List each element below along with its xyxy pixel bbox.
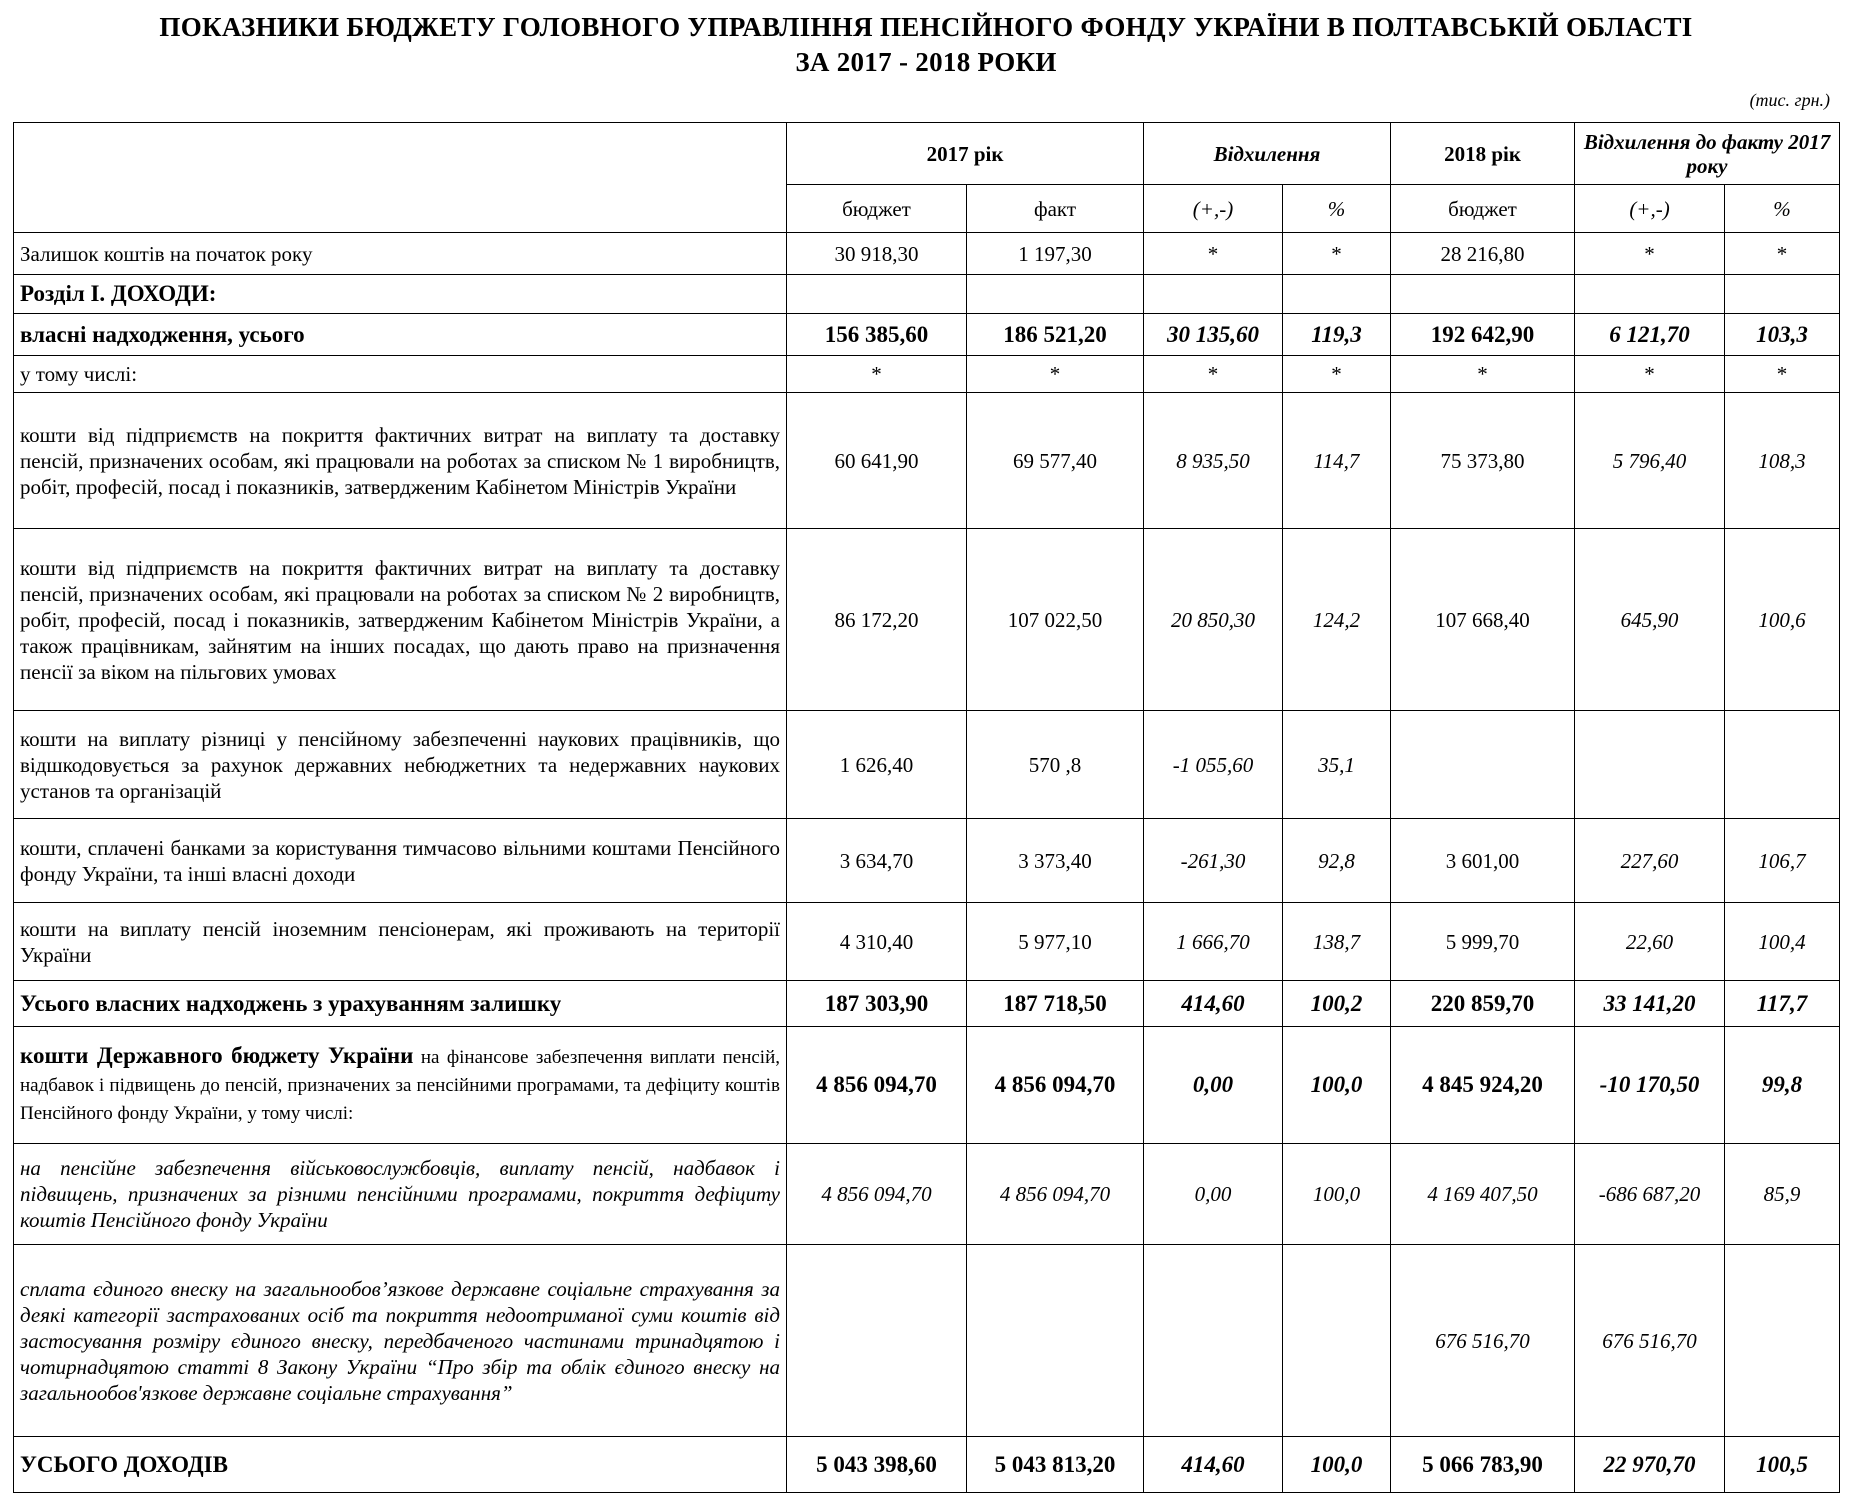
cell-deviation-2: 33 141,20 — [1575, 981, 1725, 1027]
cell-percent-2: 99,8 — [1725, 1027, 1840, 1144]
cell-percent-2: 106,7 — [1725, 819, 1840, 903]
cell-budget-2017: 3 634,70 — [787, 819, 967, 903]
cell-fact-2017: 1 197,30 — [967, 233, 1144, 275]
row-label: власні надходження, усього — [14, 314, 787, 356]
row-label: на пенсійне забезпечення військовослужбовців, виплату пенсій, надбавок і підвищень, призначених за різними пенсійними програмами, покриття дефіциту коштів Пенсійного фонду України — [14, 1144, 787, 1245]
table-row — [14, 903, 1840, 981]
header-budget-2018: бюджет — [1391, 185, 1575, 233]
cell-fact-2017: 69 577,40 — [967, 393, 1144, 529]
row-label: УСЬОГО ДОХОДІВ — [14, 1437, 787, 1493]
cell-fact-2017: 4 856 094,70 — [967, 1144, 1144, 1245]
cell-deviation-2: 22 970,70 — [1575, 1437, 1725, 1493]
cell-budget-2018: 28 216,80 — [1391, 233, 1575, 275]
table-row — [14, 356, 1840, 393]
cell-percent: * — [1283, 233, 1391, 275]
cell-budget-2017: * — [787, 356, 967, 393]
cell-percent-2: 117,7 — [1725, 981, 1840, 1027]
header-2018: 2018 рік — [1391, 123, 1575, 185]
cell-deviation-2: 676 516,70 — [1575, 1245, 1725, 1437]
cell-fact-2017: 4 856 094,70 — [967, 1027, 1144, 1144]
cell-deviation-2: 645,90 — [1575, 529, 1725, 711]
table-row — [14, 233, 1840, 275]
cell-deviation: 0,00 — [1144, 1027, 1283, 1144]
cell-fact-2017: 570 ,8 — [967, 711, 1144, 819]
cell-deviation: 414,60 — [1144, 981, 1283, 1027]
cell-empty — [1391, 275, 1575, 314]
header-blank-cell — [14, 123, 787, 233]
table-row — [14, 1245, 1840, 1437]
table-row — [14, 1144, 1840, 1245]
row-label: кошти на виплату різниці у пенсійному забезпеченні наукових працівників, що відшкодовується за рахунок державних небюджетних та недержавних наукових установ та організацій — [14, 711, 787, 819]
cell-budget-2017: 1 626,40 — [787, 711, 967, 819]
cell-deviation: 1 666,70 — [1144, 903, 1283, 981]
cell-budget-2017: 30 918,30 — [787, 233, 967, 275]
cell-empty — [787, 275, 967, 314]
cell-deviation-2: * — [1575, 356, 1725, 393]
cell-budget-2018: 5 066 783,90 — [1391, 1437, 1575, 1493]
cell-budget-2017 — [787, 1245, 967, 1437]
table-row — [14, 819, 1840, 903]
header-deviation-fact: Відхилення до факту 2017 року — [1575, 123, 1840, 185]
cell-fact-2017 — [967, 1245, 1144, 1437]
row-label-bold: кошти Державного бюджету України — [20, 1043, 414, 1068]
cell-empty — [1725, 275, 1840, 314]
cell-percent-2: 100,6 — [1725, 529, 1840, 711]
row-label — [14, 1027, 787, 1144]
header-percent-2: % — [1725, 185, 1840, 233]
table-row — [14, 393, 1840, 529]
cell-percent-2 — [1725, 1245, 1840, 1437]
cell-budget-2018: 192 642,90 — [1391, 314, 1575, 356]
row-label: Залишок коштів на початок року — [14, 233, 787, 275]
cell-deviation: 20 850,30 — [1144, 529, 1283, 711]
document-title — [0, 10, 1852, 80]
cell-fact-2017: 186 521,20 — [967, 314, 1144, 356]
row-label: сплата єдиного внеску на загальнообов’язкове державне соціальне страхування за деякі категорії застрахованих осіб та покриття недоотриманої суми коштів від застосування розміру єдиного внеску, передбаченого частинами тринадцятою і чотирнадцятою статті 8 Закону України “Про збір та облік єдиного внеску на загальнообов'язкове державне соціальне страхування” — [14, 1245, 787, 1437]
cell-budget-2017: 4 856 094,70 — [787, 1144, 967, 1245]
cell-deviation: * — [1144, 356, 1283, 393]
header-plusminus-2: (+,-) — [1575, 185, 1725, 233]
cell-deviation: * — [1144, 233, 1283, 275]
cell-percent: 100,2 — [1283, 981, 1391, 1027]
cell-budget-2017: 60 641,90 — [787, 393, 967, 529]
cell-budget-2017: 187 303,90 — [787, 981, 967, 1027]
cell-percent: 100,0 — [1283, 1027, 1391, 1144]
header-percent: % — [1283, 185, 1391, 233]
cell-deviation: 414,60 — [1144, 1437, 1283, 1493]
cell-budget-2017: 156 385,60 — [787, 314, 967, 356]
cell-fact-2017: 107 022,50 — [967, 529, 1144, 711]
cell-percent-2: 108,3 — [1725, 393, 1840, 529]
cell-deviation — [1144, 1245, 1283, 1437]
cell-fact-2017: 3 373,40 — [967, 819, 1144, 903]
row-label: кошти від підприємств на покриття фактичних витрат на виплату та доставку пенсій, призначених особам, які працювали на роботах за списком № 1 виробництв, робіт, професій, посад і показників, затвердженим Кабінетом Міністрів України — [14, 393, 787, 529]
cell-empty — [1575, 275, 1725, 314]
cell-percent — [1283, 1245, 1391, 1437]
cell-budget-2018: 5 999,70 — [1391, 903, 1575, 981]
cell-empty — [1144, 275, 1283, 314]
cell-budget-2017: 86 172,20 — [787, 529, 967, 711]
cell-deviation: -1 055,60 — [1144, 711, 1283, 819]
row-label: Усього власних надходжень з урахуванням залишку — [14, 981, 787, 1027]
table-row — [14, 275, 1840, 314]
header-plusminus: (+,-) — [1144, 185, 1283, 233]
cell-deviation-2: -10 170,50 — [1575, 1027, 1725, 1144]
cell-deviation: -261,30 — [1144, 819, 1283, 903]
cell-percent: 92,8 — [1283, 819, 1391, 903]
cell-empty — [967, 275, 1144, 314]
cell-deviation-2: -686 687,20 — [1575, 1144, 1725, 1245]
table-row — [14, 711, 1840, 819]
cell-deviation-2: 227,60 — [1575, 819, 1725, 903]
cell-percent-2: * — [1725, 233, 1840, 275]
cell-percent: 100,0 — [1283, 1144, 1391, 1245]
cell-budget-2017: 4 310,40 — [787, 903, 967, 981]
cell-percent: 114,7 — [1283, 393, 1391, 529]
header-deviation: Відхилення — [1144, 123, 1391, 185]
cell-percent-2: 85,9 — [1725, 1144, 1840, 1245]
header-fact-2017: факт — [967, 185, 1144, 233]
cell-deviation-2: 6 121,70 — [1575, 314, 1725, 356]
cell-percent: 100,0 — [1283, 1437, 1391, 1493]
row-label: кошти від підприємств на покриття фактичних витрат на виплату та доставку пенсій, призначених особам, які працювали на роботах за списком № 2 виробництв, робіт, професій, посад і показників, затвердженим Кабінетом Міністрів України, а також працівникам, зайнятим на інших посадах, що дають право на призначення пенсії за віком на пільгових умовах — [14, 529, 787, 711]
cell-percent: 138,7 — [1283, 903, 1391, 981]
cell-deviation-2: 22,60 — [1575, 903, 1725, 981]
cell-budget-2017: 4 856 094,70 — [787, 1027, 967, 1144]
cell-percent-2: * — [1725, 356, 1840, 393]
cell-budget-2018 — [1391, 711, 1575, 819]
header-2017: 2017 рік — [787, 123, 1144, 185]
table-row — [14, 1437, 1840, 1493]
section-heading: Розділ І. ДОХОДИ: — [14, 275, 787, 314]
cell-deviation: 30 135,60 — [1144, 314, 1283, 356]
cell-fact-2017: 5 977,10 — [967, 903, 1144, 981]
row-label: у тому числі: — [14, 356, 787, 393]
cell-percent: 119,3 — [1283, 314, 1391, 356]
header-budget-2017: бюджет — [787, 185, 967, 233]
unit-note: (тис. грн.) — [1749, 90, 1830, 110]
header-row-1 — [14, 123, 1840, 185]
cell-percent: * — [1283, 356, 1391, 393]
cell-fact-2017: 5 043 813,20 — [967, 1437, 1144, 1493]
budget-table — [13, 122, 1840, 1493]
cell-budget-2018: 4 845 924,20 — [1391, 1027, 1575, 1144]
cell-empty — [1283, 275, 1391, 314]
table-row — [14, 314, 1840, 356]
cell-percent: 124,2 — [1283, 529, 1391, 711]
cell-fact-2017: 187 718,50 — [967, 981, 1144, 1027]
title-line-2: ЗА 2017 - 2018 РОКИ — [795, 47, 1057, 77]
table-row — [14, 981, 1840, 1027]
cell-budget-2018: 220 859,70 — [1391, 981, 1575, 1027]
table-row — [14, 529, 1840, 711]
cell-budget-2018: 3 601,00 — [1391, 819, 1575, 903]
table-row — [14, 1027, 1840, 1144]
cell-deviation-2: 5 796,40 — [1575, 393, 1725, 529]
cell-percent-2: 103,3 — [1725, 314, 1840, 356]
cell-deviation-2: * — [1575, 233, 1725, 275]
cell-deviation: 0,00 — [1144, 1144, 1283, 1245]
cell-budget-2018: 4 169 407,50 — [1391, 1144, 1575, 1245]
cell-budget-2018: 107 668,40 — [1391, 529, 1575, 711]
cell-fact-2017: * — [967, 356, 1144, 393]
cell-deviation-2 — [1575, 711, 1725, 819]
cell-percent-2 — [1725, 711, 1840, 819]
cell-budget-2018: 75 373,80 — [1391, 393, 1575, 529]
cell-deviation: 8 935,50 — [1144, 393, 1283, 529]
row-label: кошти, сплачені банками за користування тимчасово вільними коштами Пенсійного фонду України, та інші власні доходи — [14, 819, 787, 903]
cell-percent: 35,1 — [1283, 711, 1391, 819]
row-label: кошти на виплату пенсій іноземним пенсіонерам, які проживають на території України — [14, 903, 787, 981]
row-label-rest: на фінансове забезпечення виплати пенсій, надбавок і підвищень до пенсій, призначених за пенсійними програмами, та дефіциту коштів Пенсійного фонду України, у тому числі: — [20, 1047, 780, 1124]
cell-budget-2018: * — [1391, 356, 1575, 393]
cell-percent-2: 100,5 — [1725, 1437, 1840, 1493]
cell-budget-2017: 5 043 398,60 — [787, 1437, 967, 1493]
title-line-1: ПОКАЗНИКИ БЮДЖЕТУ ГОЛОВНОГО УПРАВЛІННЯ ПЕНСІЙНОГО ФОНДУ УКРАЇНИ В ПОЛТАВСЬКІЙ ОБЛАСТІ — [159, 12, 1693, 42]
cell-budget-2018: 676 516,70 — [1391, 1245, 1575, 1437]
cell-percent-2: 100,4 — [1725, 903, 1840, 981]
